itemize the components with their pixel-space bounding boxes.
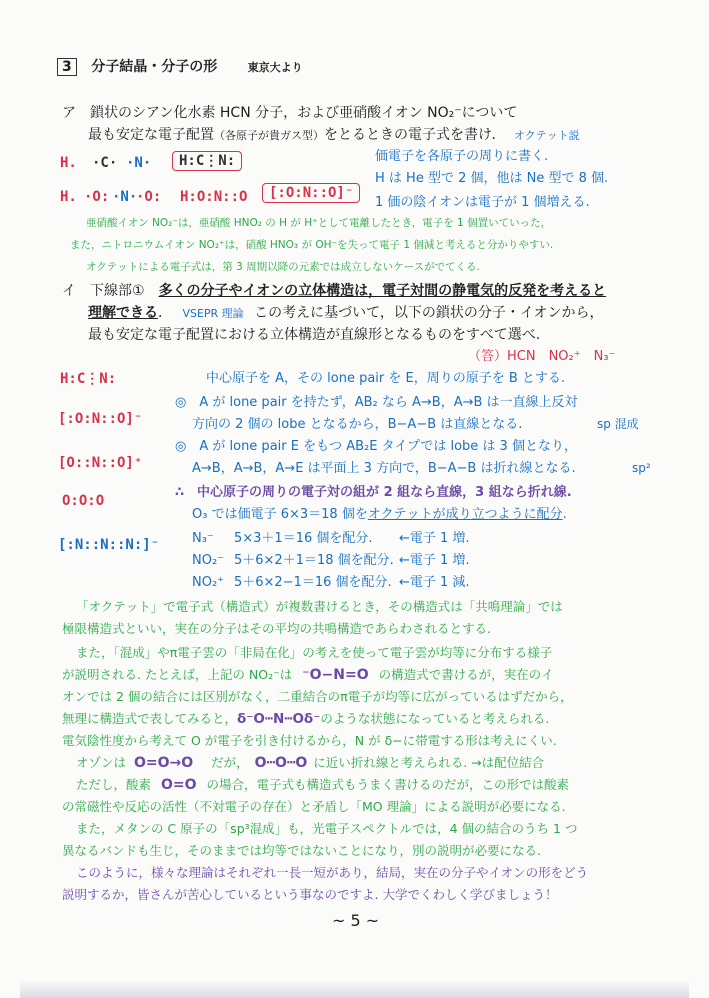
sp-label: sp 混成: [597, 417, 639, 431]
page-bottom-shadow: [20, 980, 689, 998]
note1-line2: H は He 型で 2 個，他は Ne 型で 8 個.: [375, 171, 609, 186]
calc-n3-note: ←電子 1 増.: [399, 531, 470, 546]
lewis-o2: ·O:: [136, 189, 162, 205]
para-9: [76, 778, 569, 793]
para-13: このように，様々な理論はそれぞれ一長一短があり，結局，実在の分子やイオンの形をどう: [76, 865, 589, 880]
lewis-h2: H.: [60, 189, 77, 205]
para-6: [62, 712, 549, 727]
lewis-h: H.: [60, 155, 77, 171]
vsepr-line3: 方向の 2 個の lobe となるから，B−A−B は直線となる.: [192, 417, 523, 432]
para-8c: だが，: [211, 755, 249, 770]
para-10: の常磁性や反応の活性（不対電子の存在）と矛盾し「MO 理論」による説明が必要になる.: [62, 799, 566, 814]
struct-o3: O:O:O: [62, 493, 105, 509]
section-header: [57, 60, 303, 75]
question-i-line2: [88, 306, 603, 321]
para-6a: 無理に構造式で表してみると，: [62, 711, 238, 726]
lewis-o1: ·O:: [84, 189, 110, 205]
o3-line-c: .: [562, 507, 567, 522]
question-a-line2-main: 最も安定な電子配置: [88, 127, 214, 143]
lewis-c: ·C·: [92, 155, 118, 171]
calc-no2m-note: ←電子 1 増.: [399, 553, 470, 568]
vsepr-line4: ◎ A が lone pair E をもつ AB₂E タイプでは lobe は 3 個となり，: [175, 439, 577, 454]
green-note1: 亜硝酸イオン NO₂⁻は，亜硝酸 HNO₂ の H が H⁺として電離したとき，電子を 1 個置いていった，: [86, 217, 552, 229]
oxygen-structure: O=O: [161, 777, 197, 793]
para-9c: の場合，電子式も構造式もうまく書けるのだが，この形では酸素: [206, 777, 570, 792]
calc-no2-plus: [192, 576, 470, 590]
vsepr-line5: A→B，A→B，A→E は平面上 3 方向で，B−A−B は折れ線となる.: [192, 461, 576, 476]
para-6c: のような状態になっていると考えられる.: [320, 711, 550, 726]
calc-n3: [192, 532, 470, 546]
note1-line3: 1 価の陰イオンは電子が 1 個増える.: [375, 195, 590, 210]
lewis-hno2: H:O:N::O: [180, 189, 248, 205]
para-8e: に近い折れ線と考えられる. →は配位結合: [313, 755, 545, 770]
para-9a: ただし，酸素: [76, 777, 152, 792]
para-3: また，「混成」やπ電子雲の「非局在化」の考えを使って電子雲が均等に分布する様子: [76, 645, 553, 660]
question-i-period: ．: [158, 305, 172, 321]
vsepr-line2: ◎ A が lone pair を持たず，AB₂ なら A→B，A→B は一直線上反対: [175, 395, 578, 410]
calc-no2m-expr: 5＋6×2＋1＝18 個を配分.: [234, 553, 394, 568]
calc-no2m-species: NO₂⁻: [192, 553, 225, 568]
para-5: オンでは 2 個の結合には区別がなく，二重結合のπ電子が均等に広がっているはずだから，: [62, 689, 573, 704]
para-14: 説明するか，皆さんが苦心しているという事なのですよ. 大学でくわしく学びましょう！: [62, 887, 558, 902]
para-4a: が説明される. たとえば，上記の NO₂⁻は: [62, 667, 293, 682]
vsepr-label: VSEPR 理論: [182, 307, 244, 320]
struct-hcn: H:C⋮N:: [60, 371, 117, 387]
question-a-line2: [88, 128, 580, 143]
lewis-no2-box: [262, 186, 360, 201]
question-i-prefix: イ 下線部①: [62, 283, 159, 299]
question-a-line2-end: をとるときの電子式を書け．: [324, 127, 506, 143]
calc-no2p-note: ←電子 1 減.: [399, 575, 470, 590]
para-4c: の構造式で書けるが，実在のイ: [378, 667, 554, 682]
para-1: 「オクテット」で電子式（構造式）が複数書けるとき，その構造式は「共鳴理論」では: [76, 599, 563, 614]
no2-structure: ⁻O−N=O: [302, 667, 369, 683]
para-12: 異なるバンドも生じ，そのままでは均等ではないことになり，別の説明が必要になる.: [62, 843, 541, 858]
question-i-line3: 最も安定な電子配置における立体構造が直線形となるものをすべて選べ.: [88, 327, 541, 343]
struct-n3-minus: [:N::N::N:]⁻: [58, 537, 160, 553]
question-i-underlined: 多くの分子やイオンの立体構造は，電子対間の静電気的反発を考えると: [158, 283, 607, 299]
para-8: [76, 756, 544, 771]
vsepr-line1: 中心原子を A，その lone pair を E，周りの原子を B とする.: [206, 371, 566, 386]
section-source: 東京大より: [247, 61, 303, 74]
lewis-n: ·N·: [126, 155, 152, 171]
ozone-structure: O=O→O: [134, 755, 194, 771]
question-a-line2-note: （各原子が貴ガス型）: [214, 129, 324, 142]
para-7: 電気陰性度から考えて O が電子を引き付けるから，N が δ−に帯電する形は考えにくい.: [62, 733, 557, 748]
para-11: また，メタンの C 原子の「sp³混成」も，光電子スペクトルでは，4 個の結合のうち 1 つ: [76, 821, 578, 836]
struct-no2-minus: [:O:N::O]⁻: [58, 411, 143, 427]
section-title: 分子結晶・分子の形: [91, 59, 218, 75]
question-i-line1: [62, 284, 606, 299]
lewis-no2-ion: [:O:N::O]⁻: [262, 183, 360, 203]
lewis-hcn-box: [172, 154, 242, 169]
question-i-underlined2: 理解できる: [88, 305, 158, 321]
question-a-line1: ア 鎖状のシアン化水素 HCN 分子，および亜硝酸イオン NO₂⁻について: [62, 105, 518, 121]
vsepr-conclusion: ∴ 中心原子の周りの電子対の組が 2 組なら直線，3 組なら折れ線.: [175, 485, 572, 500]
para-2: 極限構造式といい，実在の分子はその平均の共鳴構造であらわされるとする.: [62, 621, 491, 636]
o3-line: [192, 508, 567, 522]
page-number: ~ 5 ~: [332, 911, 380, 930]
struct-no2-plus: [O::N::O]⁺: [58, 455, 143, 471]
lewis-hcn: H:C⋮N:: [172, 151, 242, 171]
octet-label: オクテット説: [513, 129, 580, 142]
ozone-resonance: O┅O┅O: [254, 755, 308, 771]
calc-no2p-species: NO₂⁺: [192, 575, 225, 590]
para-8a: オゾンは: [76, 755, 127, 770]
green-note3: オクテットによる電子式は，第 3 周期以降の元素では成立しないケースがでてくる.: [86, 261, 480, 273]
note1-line1: 価電子を各原子の周りに書く.: [375, 149, 549, 164]
resonance-structure: δ⁻O┅N┅Oδ⁻: [237, 711, 321, 727]
calc-n3-species: N₃⁻: [192, 531, 214, 546]
calc-no2-minus: [192, 554, 470, 568]
answer: （答）HCN NO₂⁺ N₃⁻: [468, 349, 616, 364]
calc-no2p-expr: 5＋6×2−1＝16 個を配分.: [234, 575, 392, 590]
green-note2: また，ニトロニウムイオン NO₂⁺は，硝酸 HNO₃ が OH⁻を失って電子 1 個減と考えると分かりやすい.: [70, 239, 554, 251]
sp2-label: sp²: [632, 461, 651, 475]
calc-n3-expr: 5×3＋1＝16 個を配分.: [234, 531, 373, 546]
lewis-n2: ·N·: [112, 189, 138, 205]
question-i-line2-rest: この考えに基づいて，以下の鎖状の分子・イオンから，: [254, 305, 604, 321]
para-4: [62, 668, 554, 683]
section-number: 3: [57, 58, 77, 76]
o3-line-b: オクテットが成り立つように配分: [367, 507, 563, 522]
o3-line-a: O₃ では価電子 6×3＝18 個を: [192, 507, 368, 522]
